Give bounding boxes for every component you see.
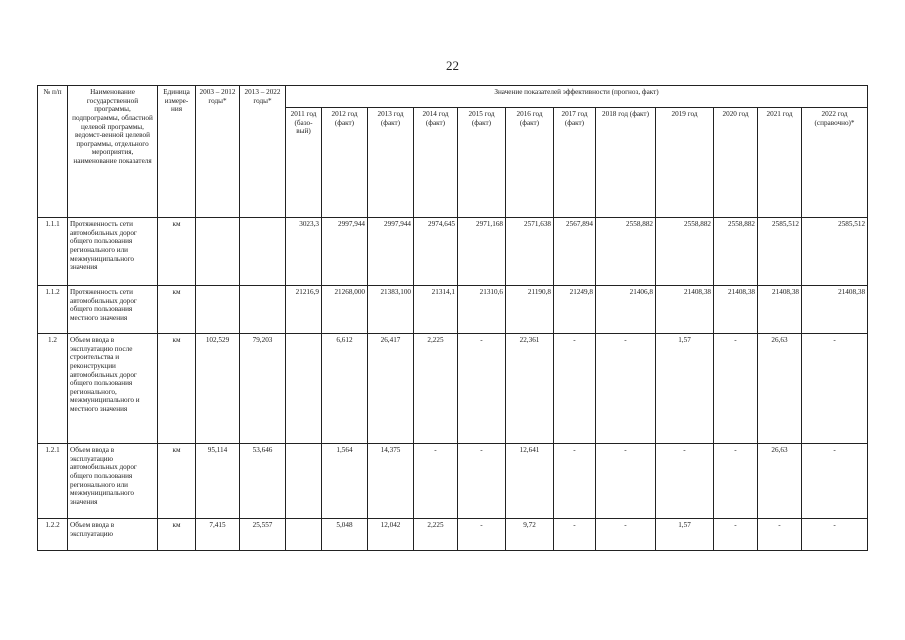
row-num: 1.1.2	[38, 286, 68, 334]
row-unit: км	[158, 218, 196, 286]
row-period-2003-2012: 102,529	[196, 334, 240, 444]
row-period-2013-2022: 79,203	[240, 334, 286, 444]
row-name: Объем ввода в эксплуатацию	[68, 519, 158, 551]
row-value: -	[554, 519, 596, 551]
row-period-2013-2022: 53,646	[240, 444, 286, 519]
table-row	[38, 444, 868, 519]
row-name: Объем ввода в эксплуатацию автомобильных дорог общего пользования регионального или межмуниципального значения	[68, 444, 158, 519]
row-value: 2974,645	[414, 218, 458, 286]
row-value: 21383,100	[368, 286, 414, 334]
indicators-table	[37, 85, 868, 551]
header-year: 2020 год	[714, 108, 758, 218]
row-value: 2585,512	[758, 218, 802, 286]
header-year: 2018 год (факт)	[596, 108, 656, 218]
row-value: 1,564	[322, 444, 368, 519]
row-value: -	[802, 444, 868, 519]
row-num: 1.2.2	[38, 519, 68, 551]
row-value: 2571,638	[506, 218, 554, 286]
row-value: 21310,6	[458, 286, 506, 334]
header-row-top	[38, 86, 868, 108]
row-period-2013-2022	[240, 218, 286, 286]
row-value: 26,417	[368, 334, 414, 444]
row-value: -	[458, 519, 506, 551]
row-value: 2558,882	[596, 218, 656, 286]
row-num: 1.1.1	[38, 218, 68, 286]
header-indicator-group: Значение показателей эффективности (прогноз, факт)	[286, 86, 868, 108]
header-year: 2022 год (справочно)*	[802, 108, 868, 218]
row-value: 12,641	[506, 444, 554, 519]
table-row	[38, 218, 868, 286]
header-year: 2019 год	[656, 108, 714, 218]
row-unit: км	[158, 334, 196, 444]
row-period-2003-2012: 7,415	[196, 519, 240, 551]
row-value: 14,375	[368, 444, 414, 519]
row-value: 26,63	[758, 444, 802, 519]
row-value: -	[458, 444, 506, 519]
row-value: -	[554, 444, 596, 519]
row-period-2013-2022	[240, 286, 286, 334]
row-value: 21406,8	[596, 286, 656, 334]
row-value: 2558,882	[656, 218, 714, 286]
row-value: -	[656, 444, 714, 519]
row-value: 2558,882	[714, 218, 758, 286]
row-name: Протяженность сети автомобильных дорог общего пользования регионального или межмуниципального значения	[68, 218, 158, 286]
header-period-2013-2022: 2013 – 2022 годы*	[240, 86, 286, 218]
row-value: 2585,512	[802, 218, 868, 286]
row-value: 2567,894	[554, 218, 596, 286]
row-unit: км	[158, 519, 196, 551]
table-row	[38, 519, 868, 551]
row-value: -	[802, 519, 868, 551]
row-period-2003-2012	[196, 286, 240, 334]
row-value: 21408,38	[802, 286, 868, 334]
row-period-2003-2012: 95,114	[196, 444, 240, 519]
row-value: -	[458, 334, 506, 444]
header-year: 2021 год	[758, 108, 802, 218]
header-year: 2016 год (факт)	[506, 108, 554, 218]
row-value: 21408,38	[714, 286, 758, 334]
row-value: -	[596, 334, 656, 444]
header-year: 2015 год (факт)	[458, 108, 506, 218]
row-value: 1,57	[656, 334, 714, 444]
row-name: Протяженность сети автомобильных дорог общего пользования местного значения	[68, 286, 158, 334]
row-value: -	[714, 444, 758, 519]
row-value: -	[714, 519, 758, 551]
row-value	[286, 444, 322, 519]
row-value: 21314,1	[414, 286, 458, 334]
row-value: -	[802, 334, 868, 444]
row-unit: км	[158, 286, 196, 334]
row-value: 2,225	[414, 519, 458, 551]
row-value: 2997,944	[368, 218, 414, 286]
row-value: 12,042	[368, 519, 414, 551]
row-value: -	[758, 519, 802, 551]
row-value: 9,72	[506, 519, 554, 551]
row-value: 21249,8	[554, 286, 596, 334]
row-value: 1,57	[656, 519, 714, 551]
row-value: 2971,168	[458, 218, 506, 286]
header-unit: Единица измере-ния	[158, 86, 196, 218]
row-value	[286, 519, 322, 551]
row-value	[286, 334, 322, 444]
row-value: -	[596, 444, 656, 519]
row-unit: км	[158, 444, 196, 519]
row-value: 21268,000	[322, 286, 368, 334]
row-value: -	[414, 444, 458, 519]
row-value: 2997,944	[322, 218, 368, 286]
row-value: 21216,9	[286, 286, 322, 334]
page-number: 22	[446, 58, 459, 73]
row-value: -	[714, 334, 758, 444]
row-value: 26,63	[758, 334, 802, 444]
row-num: 1.2.1	[38, 444, 68, 519]
row-value: -	[596, 519, 656, 551]
row-value: 22,361	[506, 334, 554, 444]
row-period-2013-2022: 25,557	[240, 519, 286, 551]
row-value: 3023,3	[286, 218, 322, 286]
row-num: 1.2	[38, 334, 68, 444]
row-value: -	[554, 334, 596, 444]
table-row	[38, 334, 868, 444]
row-value: 21190,8	[506, 286, 554, 334]
header-year: 2013 год (факт)	[368, 108, 414, 218]
row-value: 6,612	[322, 334, 368, 444]
header-year: 2012 год (факт)	[322, 108, 368, 218]
header-period-2003-2012: 2003 – 2012 годы*	[196, 86, 240, 218]
header-num: № п/п	[38, 86, 68, 218]
row-value: 5,048	[322, 519, 368, 551]
header-name: Наименование государственной программы, подпрограммы, областной целевой программы, ведомст-венной целевой программы, отдельного мероприятия, наименование показателя	[68, 86, 158, 218]
table-row	[38, 286, 868, 334]
header-year: 2017 год (факт)	[554, 108, 596, 218]
row-value: 2,225	[414, 334, 458, 444]
header-year: 2014 год (факт)	[414, 108, 458, 218]
row-value: 21408,38	[758, 286, 802, 334]
header-year: 2011 год (базо-вый)	[286, 108, 322, 218]
row-name: Объем ввода в эксплуатацию после строительства и реконструкции автомобильных дорог общего пользования регионального, межмуниципального и местного значения	[68, 334, 158, 444]
row-value: 21408,38	[656, 286, 714, 334]
row-period-2003-2012	[196, 218, 240, 286]
